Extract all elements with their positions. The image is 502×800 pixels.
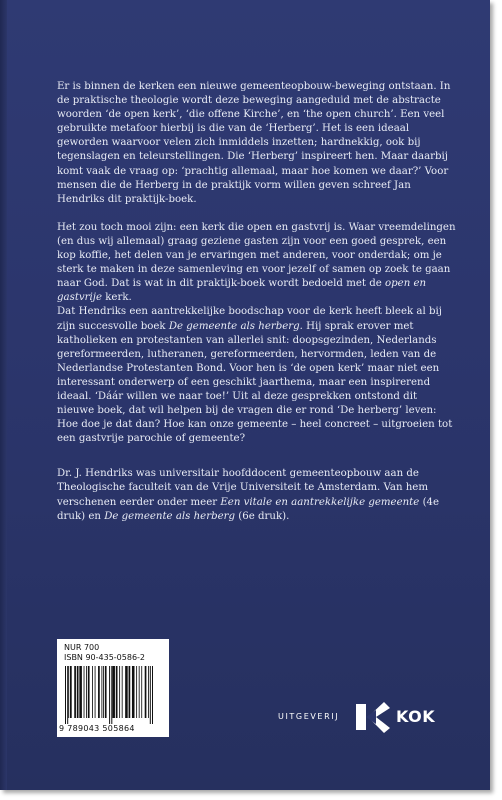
blurb-paragraph-2-emphasis: open en gastvrije bbox=[57, 278, 427, 304]
author-bio-text-b: (4e druk) en bbox=[57, 496, 440, 522]
publisher-logo bbox=[278, 698, 458, 738]
author-bio bbox=[57, 467, 457, 523]
blurb-paragraph-3-text-a: Dat Hendriks een aantrekkelijke boodschap voor de kerk heeft bleek al bij zijn succesvolle boek bbox=[57, 306, 442, 332]
blurb-paragraph-3-book-title: De gemeente als herberg. bbox=[168, 320, 303, 332]
blurb-paragraph-1-text: Er is binnen de kerken een nieuwe gemeenteopbouw-beweging ontstaan. In de praktische theologie wordt deze beweging aangeduid met de abstracte woorden ‘de open kerk’, ‘die offene Kirche’, en ‘the open church’. Een veel gebruikte metafoor hierbij is die van de ‘Herberg’. Het is een ideaal geworden waarvoor velen zich inmiddels inzetten; hardnekkig, ook bij tegenslagen en teleurstellingen. Die ‘Herberg’ inspireert hen. Maar daarbij komt vaak de vraag op: ‘prachtig allemaal, maar hoe komen we daar?’ Voor mensen die de Herberg in de praktijk vorm willen geven schreef Jan Hendriks dit praktijk-boek. bbox=[57, 81, 451, 205]
blurb-paragraph-2-end: kerk. bbox=[105, 292, 132, 304]
ean-number: 9 789043 505864 bbox=[59, 724, 135, 733]
publisher-label: UITGEVERIJ bbox=[278, 712, 340, 721]
publisher-name: KOK bbox=[396, 707, 436, 726]
author-bio-book-title-2: De gemeente als herberg bbox=[104, 510, 236, 522]
blurb-paragraph-1 bbox=[57, 80, 457, 207]
blurb-paragraph-2 bbox=[57, 221, 457, 306]
nur-code: NUR 700 bbox=[64, 643, 100, 652]
author-bio-text-a: Dr. J. Hendriks was universitair hoofddocent gemeenteopbouw aan de Theologische faculteit van de Vrije Universiteit te Amsterdam. Van hem verschenen eerder onder meer bbox=[57, 468, 428, 508]
barcode-label bbox=[57, 639, 169, 737]
blurb-text bbox=[57, 80, 457, 524]
blurb-paragraph-2-text: Het zou toch mooi zijn: een kerk die open en gastvrij is. Waar vreemdelingen (en dus wij allemaal) graag geziene gasten zijn voor een goed gesprek, een kop koffie, het delen van je ervaringen met anderen, voor onderdak; om je sterk te maken in deze samenleving en voor jezelf of samen op zoek te gaan naar God. Dat is wat in dit praktijk-boek wordt bedoeld met de bbox=[57, 221, 456, 290]
blurb-paragraph-3 bbox=[57, 305, 457, 446]
blurb-paragraph-3-text-b: Hij sprak erover met katholieken en protestanten van allerlei snit: doopsgezinden, Nederlands gereformeerden, lutheranen, gereformeerden, hervormden, leden van de Nederlandse Protestanten Bond. Voor hen is ‘de open kerk’ maar niet een interessant onderwerp of een geschikt jaarthema, maar een inspirerend ideaal. ‘Dáár willen we naar toe!’ Uit al deze gesprekken ontstond dit nieuwe boek, dat wil helpen bij de vragen die er rond ‘De herberg’ leven: Hoe doe je dat dan? Hoe kan onze gemeente – heel concreet – uitgroeien tot een gastvrije parochie of gemeente? bbox=[57, 320, 453, 445]
kok-logo-icon bbox=[354, 700, 392, 734]
isbn-number: ISBN 90-435-0586-2 bbox=[64, 653, 146, 662]
author-bio-text-c: (6e druk). bbox=[238, 510, 290, 522]
barcode-bars bbox=[63, 666, 163, 724]
author-bio-book-title-1: Een vitale en aantrekkelijke gemeente bbox=[220, 496, 420, 508]
